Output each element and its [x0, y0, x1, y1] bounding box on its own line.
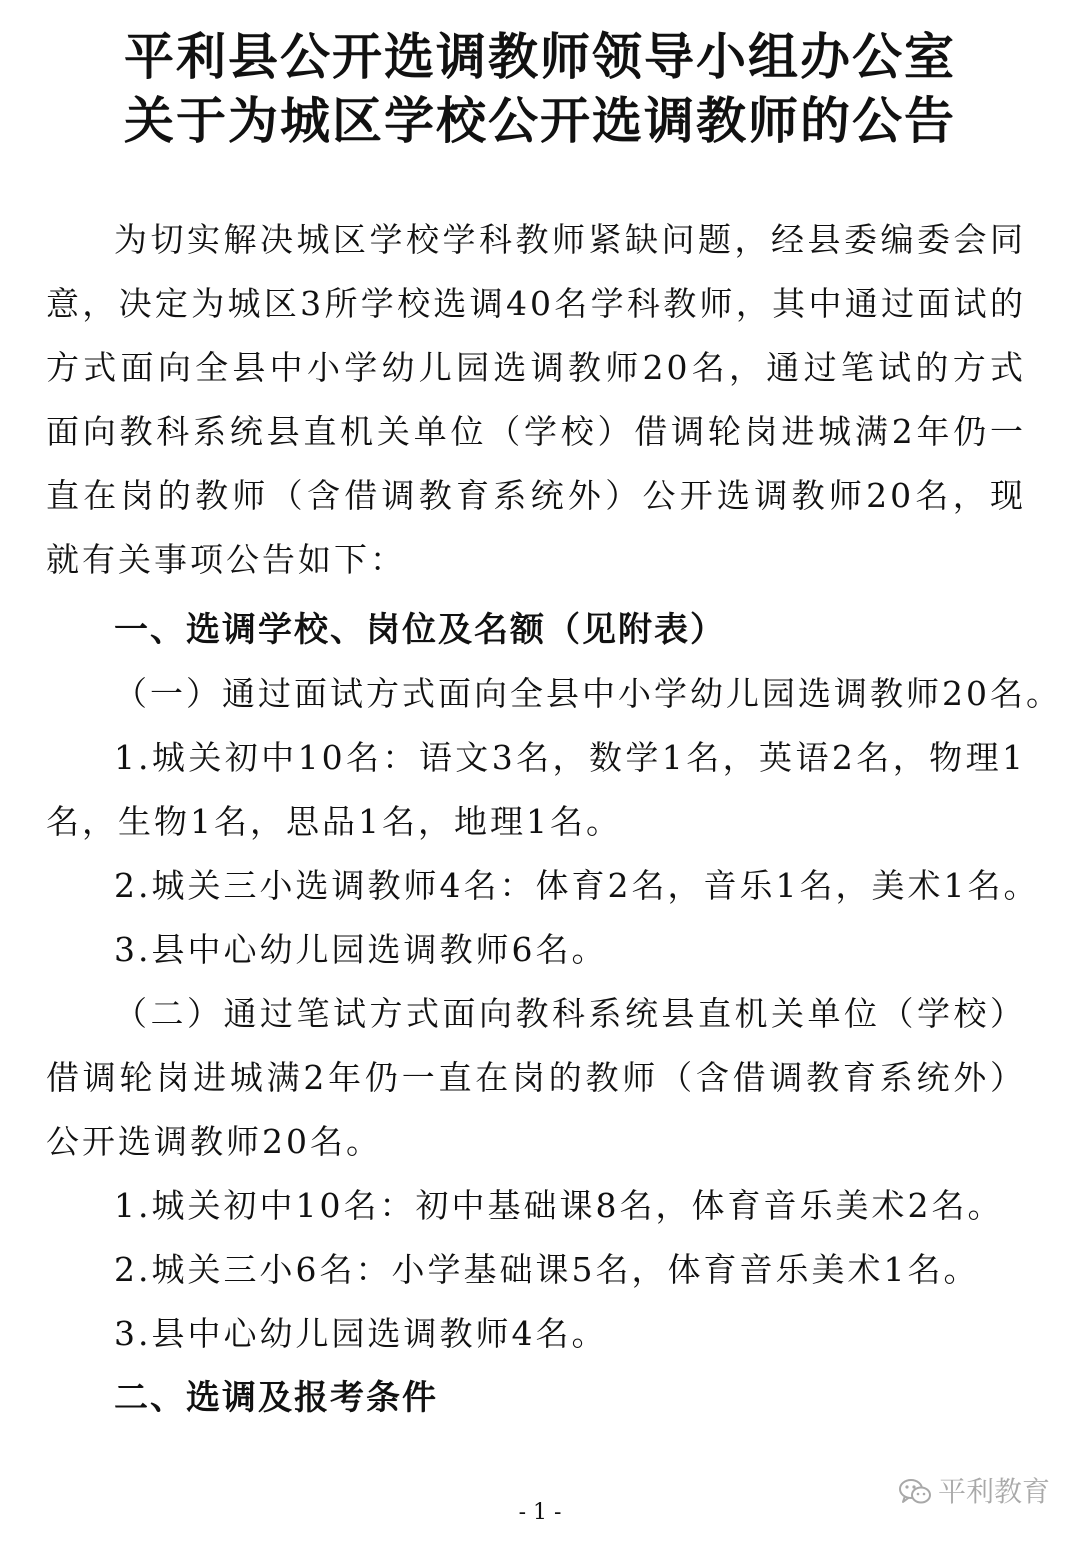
section-1-sub-1-item-2: 2.城关三小选调教师4名：体育2名，音乐1名，美术1名。: [114, 866, 1040, 905]
section-1-sub-2-item-3: 3.县中心幼儿园选调教师4名。: [114, 1314, 608, 1353]
section-1-heading: 一、选调学校、岗位及名额（见附表）: [114, 610, 726, 650]
document-title-line-1: 平利县公开选调教师领导小组办公室: [124, 27, 956, 86]
section-1-sub-1: （一）通过面试方式面向全县中小学幼儿园选调教师20名。: [114, 674, 1062, 713]
document-title-line-2: 关于为城区学校公开选调教师的公告: [124, 91, 956, 150]
intro-paragraph: 为切实解决城区学校学科教师紧缺问题，经县委编委会同意，决定为城区3所学校选调40名学科教师，其中通过面试的方式面向全县中小学幼儿园选调教师20名，通过笔试的方式面向教科系统县直机关单位（学校）借调轮岗进城满2年仍一直在岗的教师（含借调教育系统外）公开选调教师20名，现就有关事项公告如下：: [46, 220, 1026, 579]
section-1-sub-2-item-2: 2.城关三小6名：小学基础课5名，体育音乐美术1名。: [114, 1250, 980, 1289]
section-2-heading: 二、选调及报考条件: [114, 1378, 438, 1418]
section-1-sub-2: （二）通过笔试方式面向教科系统县直机关单位（学校）借调轮岗进城满2年仍一直在岗的教师（含借调教育系统外）公开选调教师20名。: [46, 994, 1026, 1161]
section-1-sub-2-item-1: 1.城关初中10名：初中基础课8名，体育音乐美术2名。: [114, 1186, 1004, 1225]
section-1-sub-1-item-3: 3.县中心幼儿园选调教师6名。: [114, 930, 608, 969]
page-number: - 1 -: [518, 1500, 562, 1525]
watermark-text: 平利教育: [938, 1475, 1051, 1508]
section-1-sub-1-item-1: 1.城关初中10名：语文3名，数学1名，英语2名，物理1名，生物1名，思品1名，地理1名。: [46, 738, 1026, 841]
